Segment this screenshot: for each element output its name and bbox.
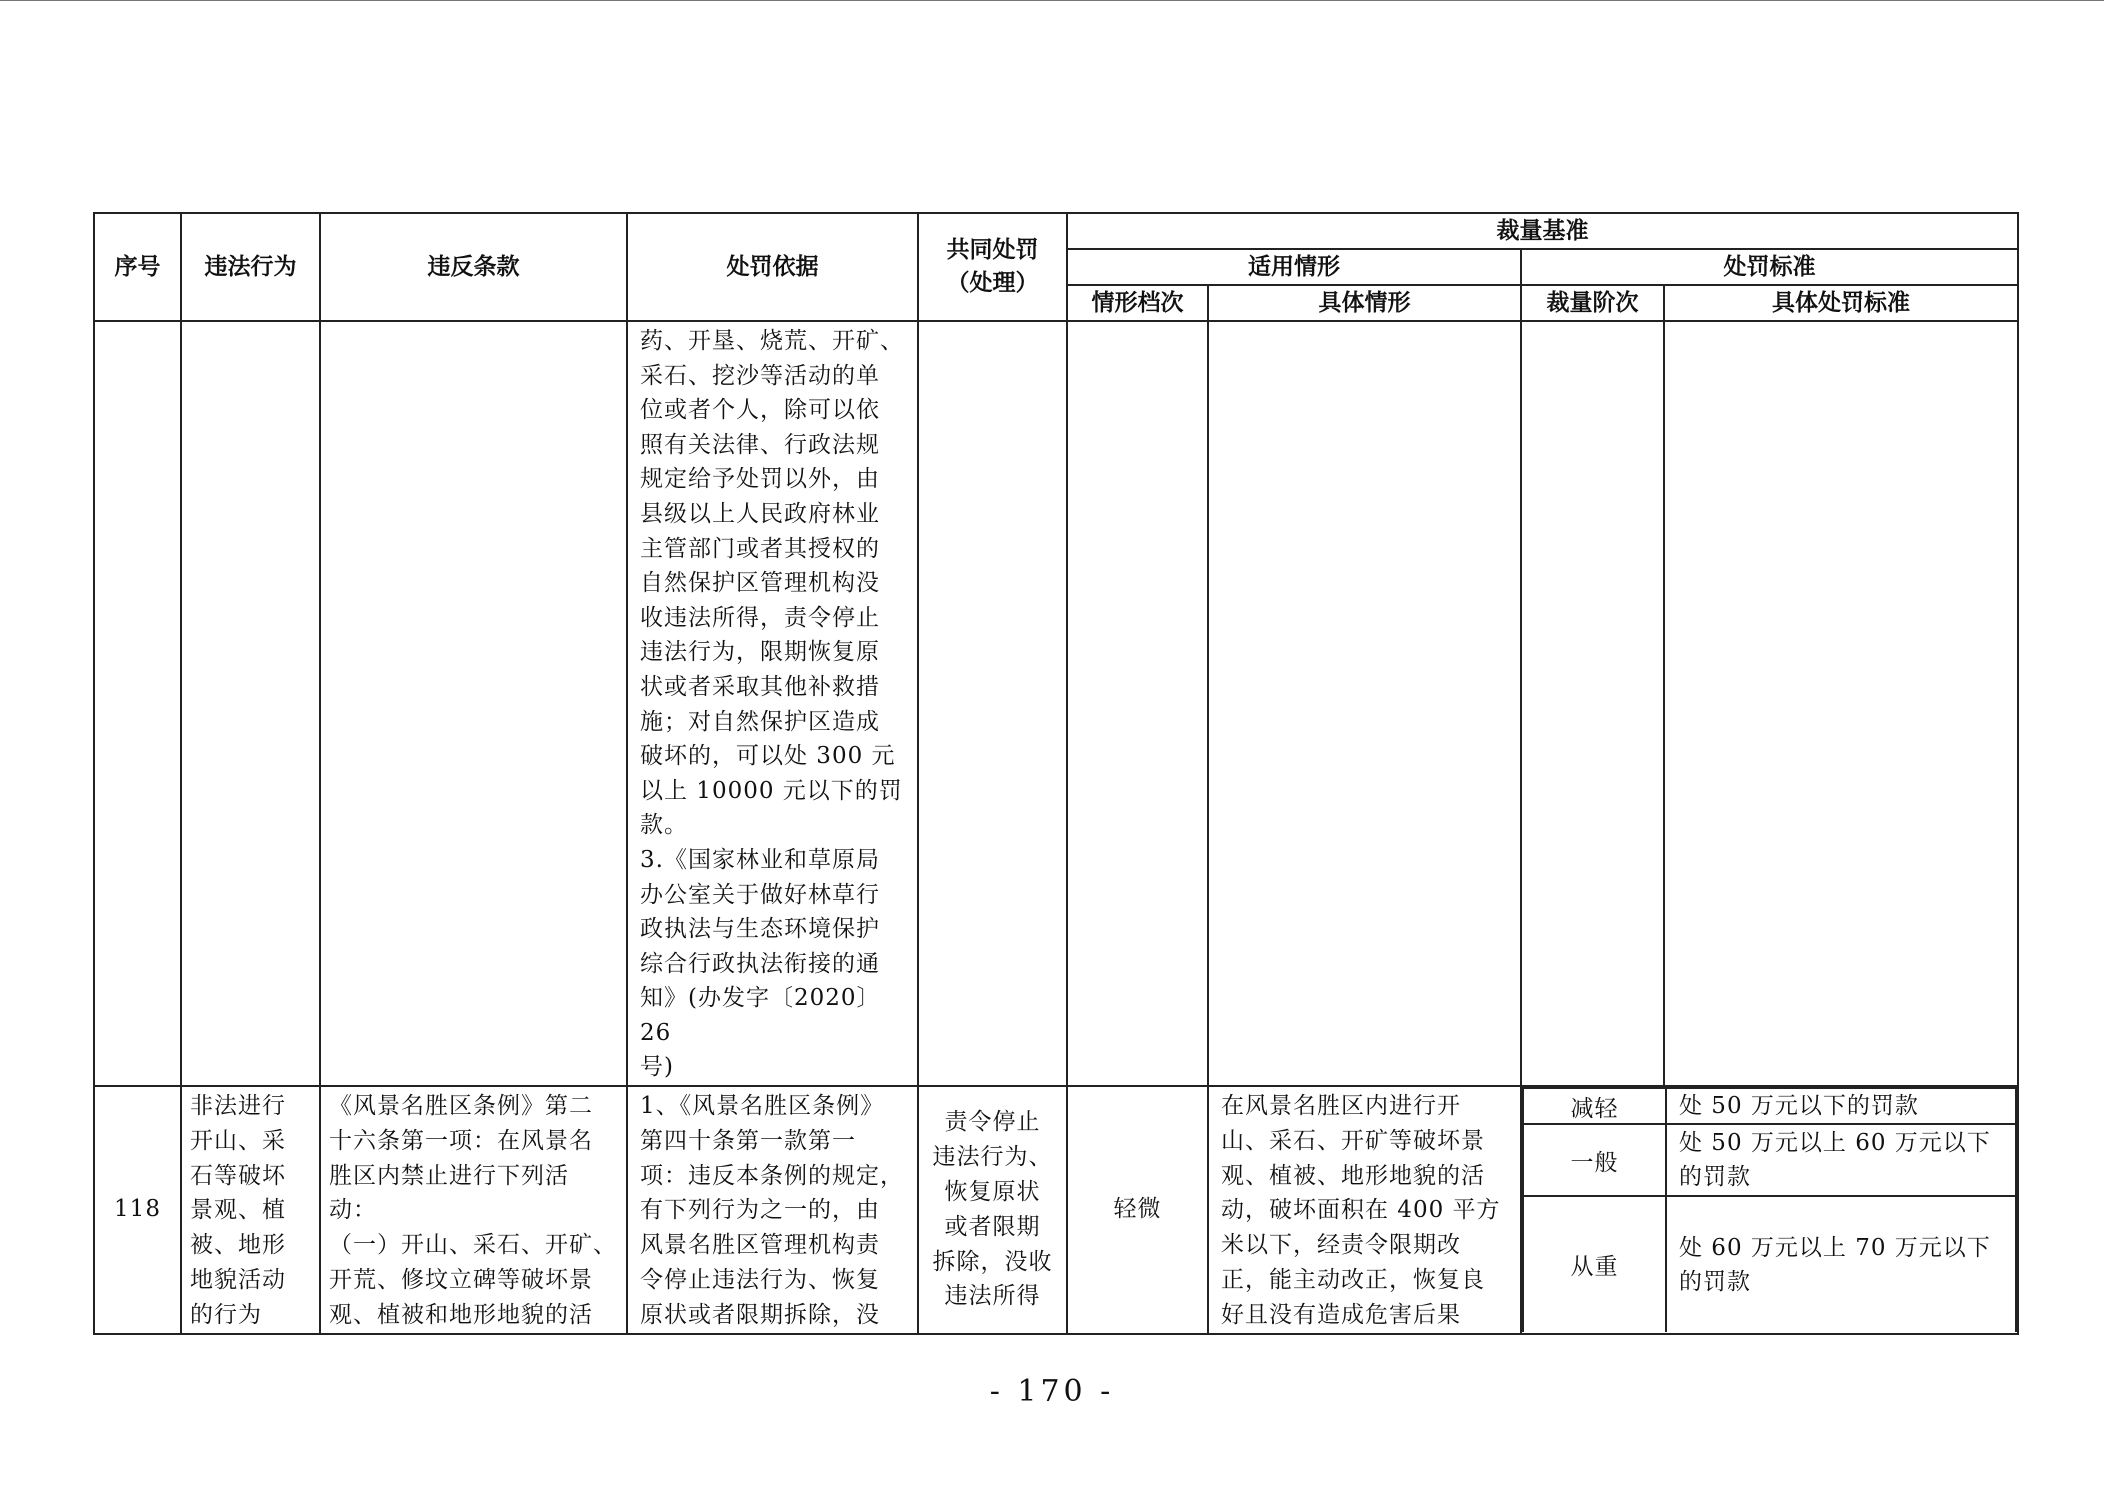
cell-seq-118 — [94, 1086, 181, 1334]
cell-situation — [1208, 321, 1521, 1086]
cell-basis-118 — [627, 1086, 918, 1334]
top-border-line — [0, 0, 2104, 1]
tier-row — [1523, 1124, 2016, 1196]
header-row-1 — [94, 213, 2018, 249]
header-tier: 裁量阶次 — [1521, 285, 1664, 321]
tier-label: 一般 — [1523, 1124, 1666, 1196]
page-number: - 170 - — [989, 1374, 1115, 1409]
cell-tier — [1521, 321, 1664, 1086]
header-discretion: 裁量基准 — [1067, 213, 2018, 249]
tier-subtable — [1522, 1087, 2017, 1332]
tier-standard: 处 60 万元以上 70 万元以下 的罚款 — [1666, 1196, 2016, 1332]
header-applicable: 适用情形 — [1067, 249, 1521, 285]
header-common-penalty: 共同处罚 （处理） — [918, 213, 1067, 321]
cell-common — [918, 321, 1067, 1086]
behavior-text: 非法进行 开山、采 石等破坏 景观、植 被、地形 地貌活动 的行为 — [190, 1093, 286, 1328]
header-specific-standard: 具体处罚标准 — [1664, 285, 2018, 321]
discretion-table — [93, 212, 2019, 1335]
tier-standard: 处 50 万元以上 60 万元以下 的罚款 — [1666, 1124, 2016, 1196]
header-behavior: 违法行为 — [181, 213, 320, 321]
common-penalty-text: 责令停止 违法行为、 恢复原状 或者限期 拆除，没收 违法所得 — [932, 1109, 1053, 1310]
cell-specific-standard — [1664, 321, 2018, 1086]
cell-behavior — [181, 321, 320, 1086]
cell-clause-118 — [320, 1086, 627, 1334]
table-row-continued — [94, 321, 2018, 1086]
situation-text: 在风景名胜区内进行开 山、采石、开矿等破坏景 观、植被、地形地貌的活 动，破坏面积在 400 平方 米以下，经责令限期改 正，能主动改正，恢复良 好且没有造成危害后果 — [1221, 1093, 1501, 1328]
cell-level-118 — [1067, 1086, 1208, 1334]
tier-standard: 处 50 万元以下的罚款 — [1666, 1088, 2016, 1124]
clause-text: 《风景名胜区条例》第二 十六条第一项：在风景名 胜区内禁止进行下列活 动： （一）开山、采石、开矿、 开荒、修坟立碑等破坏景 观、植被和地形地貌的活 — [329, 1093, 617, 1328]
table-row-118 — [94, 1086, 2018, 1334]
cell-level — [1067, 321, 1208, 1086]
tier-row — [1523, 1088, 2016, 1124]
tier-label: 减轻 — [1523, 1088, 1666, 1124]
header-level: 情形档次 — [1067, 285, 1208, 321]
cell-basis — [627, 321, 918, 1086]
header-clause: 违反条款 — [320, 213, 627, 321]
cell-clause — [320, 321, 627, 1086]
tier-label: 从重 — [1523, 1196, 1666, 1332]
cell-behavior-118 — [181, 1086, 320, 1334]
cell-common-118 — [918, 1086, 1067, 1334]
header-standard: 处罚标准 — [1521, 249, 2018, 285]
cell-tiers-118 — [1521, 1086, 2018, 1334]
tier-row — [1523, 1196, 2016, 1332]
cell-situation-118 — [1208, 1086, 1521, 1334]
header-seq: 序号 — [94, 213, 181, 321]
header-situation: 具体情形 — [1208, 285, 1521, 321]
basis-text-continued: 药、开垦、烧荒、开矿、 采石、挖沙等活动的单 位或者个人，除可以依 照有关法律、行政法规 规定给予处罚以外，由 县级以上人民政府林业 主管部门或者其授权的 自然保护区管理机构没 收违法所得，责令停止 违法行为，限期恢复原 状或者采取其他补救措 施；对自然保护区造成 破坏的，可以处 300 元 以上 10000 元以下的罚 款。 3.《国家林业和草原局 办公室关于做好林草行 政执法与生态环境保护 综合行政执法衔接的通 知》(办发字〔2020〕26 号) — [640, 328, 904, 1081]
basis-text: 1、《风景名胜区条例》 第四十条第一款第一 项：违反本条例的规定， 有下列行为之一的，由 风景名胜区管理机构责 令停止违法行为、恢复 原状或者限期拆除，没 — [640, 1093, 904, 1328]
level-text: 轻微 — [1113, 1196, 1162, 1223]
cell-seq — [94, 321, 181, 1086]
row-seq-number: 118 — [114, 1196, 161, 1223]
header-basis: 处罚依据 — [627, 213, 918, 321]
